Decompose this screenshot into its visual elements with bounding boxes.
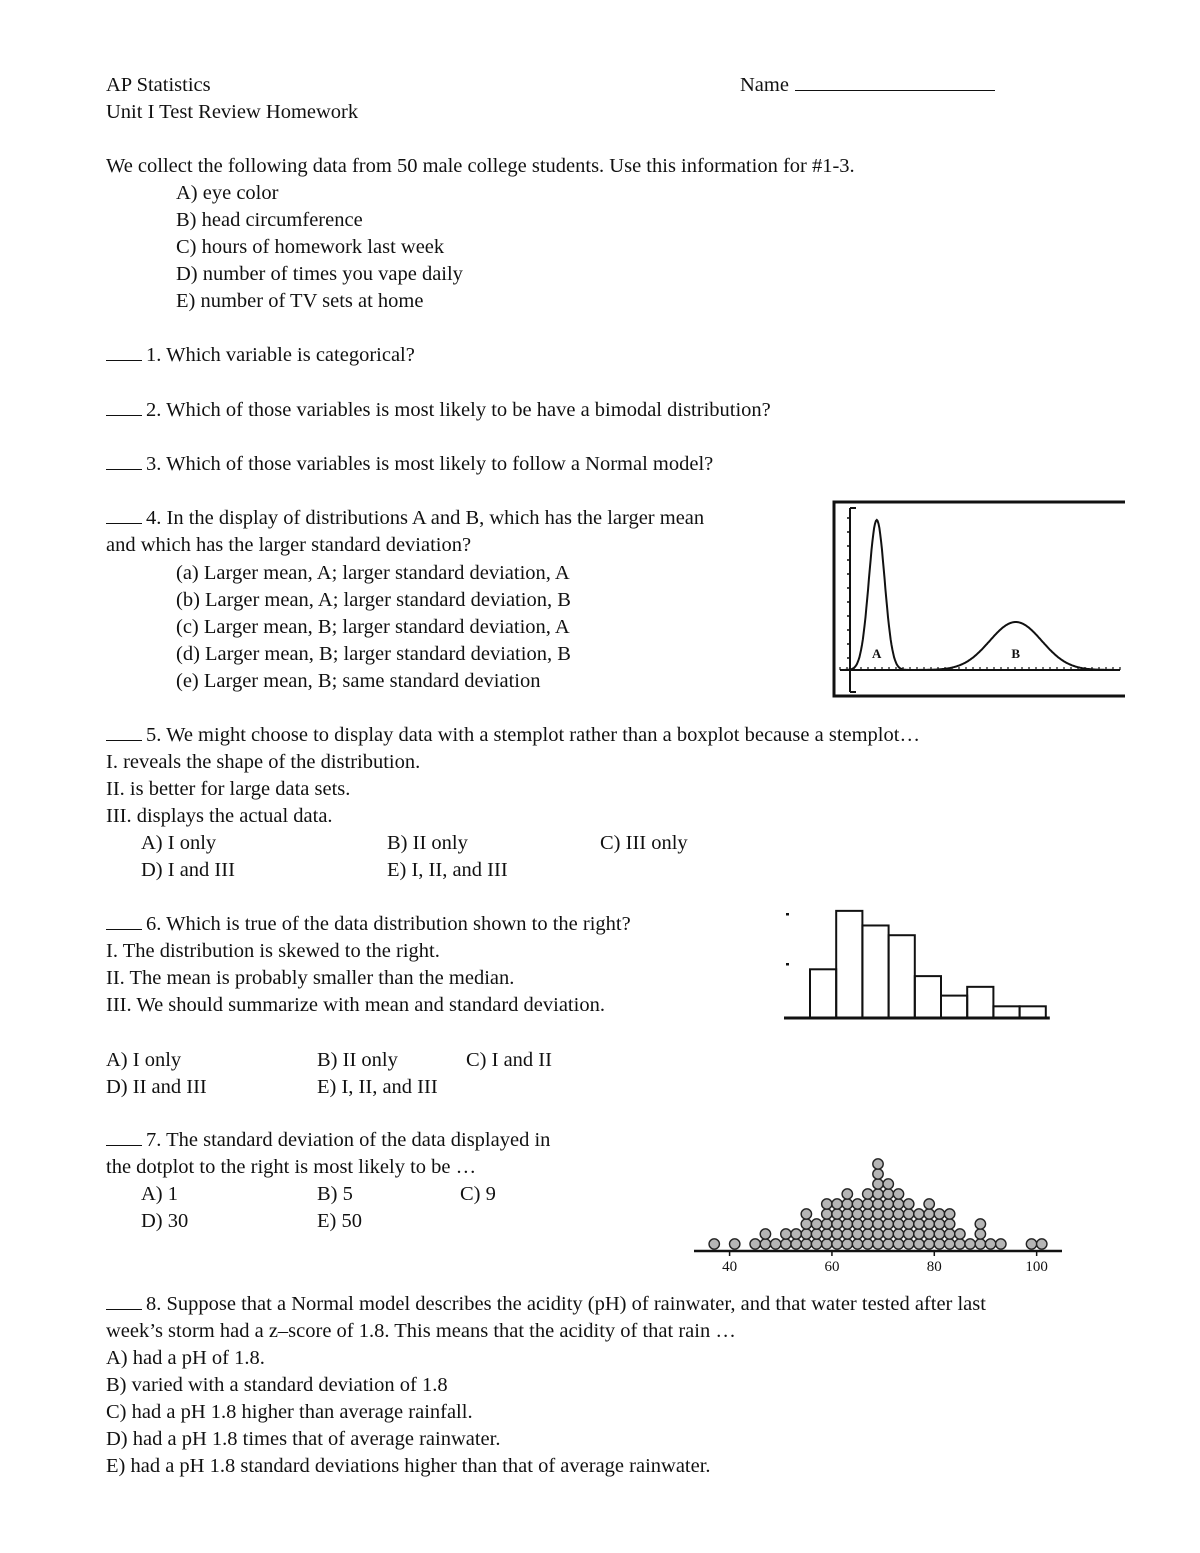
statement-item: II. The mean is probably smaller than the median. (106, 967, 515, 989)
variable-item: E) number of TV sets at home (176, 290, 424, 312)
statement-item: II. is better for large data sets. (106, 778, 351, 800)
data-dot (842, 1229, 852, 1239)
question-text: 1. Which variable is categorical? (146, 344, 415, 366)
distribution-curves-chart (830, 498, 1130, 700)
answer-blank[interactable] (106, 911, 142, 930)
curve-label-A: A (872, 646, 882, 661)
data-dot (781, 1239, 791, 1249)
data-dot (750, 1239, 760, 1249)
data-dot (852, 1219, 862, 1229)
data-dot (955, 1239, 965, 1249)
data-dot (873, 1239, 883, 1249)
answer-option: D) 30 (141, 1210, 189, 1232)
histogram-bar (889, 935, 915, 1018)
data-dot (883, 1219, 893, 1229)
answer-option: D) I and III (141, 859, 235, 881)
question-text: 4. In the display of distributions A and B, which has the larger mean (146, 507, 705, 529)
question-5 (106, 722, 920, 749)
question-text: 2. Which of those variables is most likely to be have a bimodal distribution? (146, 399, 771, 421)
name-blank[interactable] (795, 72, 995, 91)
x-tick-label: 80 (926, 1259, 942, 1275)
data-dot (873, 1229, 883, 1239)
answer-option: A) had a pH of 1.8. (106, 1347, 265, 1369)
answer-option: C) I and II (466, 1049, 552, 1071)
data-dot (832, 1229, 842, 1239)
data-dot (904, 1219, 914, 1229)
answer-blank[interactable] (106, 397, 142, 416)
data-dot (822, 1209, 832, 1219)
data-dot (811, 1239, 821, 1249)
data-dot (801, 1229, 811, 1239)
data-dot (893, 1239, 903, 1249)
data-dot (965, 1239, 975, 1249)
data-dot (924, 1219, 934, 1229)
histogram-bar (1020, 1006, 1046, 1018)
data-dot (781, 1229, 791, 1239)
data-dot (709, 1239, 719, 1249)
data-dot (863, 1239, 873, 1249)
data-dot (832, 1209, 842, 1219)
data-dot (975, 1239, 985, 1249)
data-dot (924, 1199, 934, 1209)
variable-item: D) number of times you vape daily (176, 263, 463, 285)
data-dot (944, 1209, 954, 1219)
question-text: 5. We might choose to display data with a stemplot rather than a boxplot because a stemplot… (146, 724, 920, 746)
histogram-bar (810, 969, 836, 1018)
answer-blank[interactable] (106, 722, 142, 741)
intro-text: We collect the following data from 50 male college students. Use this information for #1-3. (106, 155, 855, 177)
data-dot (822, 1199, 832, 1209)
data-dot (883, 1199, 893, 1209)
histogram-bar (915, 976, 941, 1018)
data-dot (944, 1219, 954, 1229)
answer-blank[interactable] (106, 342, 142, 361)
x-tick-label: 60 (824, 1259, 840, 1275)
statement-item: III. We should summarize with mean and standard deviation. (106, 994, 605, 1016)
answer-option: E) I, II, and III (387, 859, 508, 881)
data-dot (873, 1199, 883, 1209)
answer-option: A) I only (141, 832, 217, 854)
y-tick-mark (786, 963, 789, 966)
data-dot (873, 1159, 883, 1169)
answer-option: A) 1 (141, 1183, 179, 1205)
data-dot (883, 1239, 893, 1249)
data-dot (924, 1209, 934, 1219)
answer-option: (c) Larger mean, B; larger standard deviation, A (176, 616, 570, 638)
data-dot (811, 1229, 821, 1239)
question-7 (106, 1127, 550, 1154)
answer-option: (d) Larger mean, B; larger standard deviation, B (176, 643, 571, 665)
data-dot (893, 1229, 903, 1239)
curve-B (842, 622, 1120, 670)
data-dot (924, 1229, 934, 1239)
x-tick-label: 40 (722, 1259, 738, 1275)
data-dot (873, 1219, 883, 1229)
data-dot (852, 1209, 862, 1219)
variable-item: A) eye color (176, 182, 279, 204)
data-dot (852, 1239, 862, 1249)
data-dot (863, 1219, 873, 1229)
answer-option: D) had a pH 1.8 times that of average rainwater. (106, 1428, 501, 1450)
data-dot (760, 1229, 770, 1239)
statement-item: I. The distribution is skewed to the right. (106, 940, 440, 962)
data-dot (934, 1229, 944, 1239)
answer-option: C) 9 (460, 1183, 496, 1205)
data-dot (955, 1229, 965, 1239)
question-6 (106, 911, 631, 938)
data-dot (873, 1169, 883, 1179)
histogram-bar (993, 1006, 1019, 1018)
histogram-chart (780, 900, 1055, 1024)
question-text: 8. Suppose that a Normal model describes the acidity (pH) of rainwater, and that water tested after last (146, 1293, 986, 1315)
statement-item: I. reveals the shape of the distribution. (106, 751, 421, 773)
data-dot (904, 1199, 914, 1209)
answer-option: E) had a pH 1.8 standard deviations higher than that of average rainwater. (106, 1455, 711, 1477)
data-dot (801, 1239, 811, 1249)
data-dot (863, 1229, 873, 1239)
curve-label-B: B (1011, 646, 1021, 661)
y-tick-mark (786, 913, 789, 916)
answer-option: A) I only (106, 1049, 182, 1071)
data-dot (873, 1209, 883, 1219)
histogram-bar (967, 987, 993, 1018)
answer-option: C) had a pH 1.8 higher than average rainfall. (106, 1401, 473, 1423)
data-dot (904, 1229, 914, 1239)
data-dot (883, 1209, 893, 1219)
data-dot (893, 1219, 903, 1229)
dotplot-chart (690, 1105, 1070, 1277)
question-1 (106, 342, 415, 369)
data-dot (801, 1209, 811, 1219)
data-dot (1026, 1239, 1036, 1249)
data-dot (1037, 1239, 1047, 1249)
data-dot (842, 1199, 852, 1209)
data-dot (975, 1219, 985, 1229)
course-title: AP Statistics (106, 74, 211, 96)
question-8 (106, 1291, 986, 1318)
answer-option: (e) Larger mean, B; same standard deviation (176, 670, 541, 692)
answer-blank[interactable] (106, 1291, 142, 1310)
data-dot (832, 1219, 842, 1229)
data-dot (863, 1199, 873, 1209)
answer-option: B) II only (387, 832, 468, 854)
name-label: Name (740, 74, 789, 96)
data-dot (842, 1239, 852, 1249)
question-text-continued: the dotplot to the right is most likely to be … (106, 1156, 477, 1178)
answer-option: B) 5 (317, 1183, 353, 1205)
data-dot (822, 1219, 832, 1229)
data-dot (944, 1239, 954, 1249)
data-dot (914, 1229, 924, 1239)
data-dot (893, 1209, 903, 1219)
question-text: 7. The standard deviation of the data displayed in (146, 1129, 551, 1151)
answer-option: D) II and III (106, 1076, 207, 1098)
data-dot (883, 1189, 893, 1199)
answer-blank[interactable] (106, 1127, 142, 1146)
data-dot (944, 1229, 954, 1239)
data-dot (852, 1199, 862, 1209)
curve-A (842, 520, 1120, 670)
data-dot (791, 1229, 801, 1239)
unit-title: Unit I Test Review Homework (106, 101, 359, 123)
data-dot (873, 1179, 883, 1189)
data-dot (934, 1219, 944, 1229)
question-text: 3. Which of those variables is most likely to follow a Normal model? (146, 453, 714, 475)
data-dot (863, 1209, 873, 1219)
data-dot (893, 1189, 903, 1199)
answer-option: E) 50 (317, 1210, 362, 1232)
data-dot (770, 1239, 780, 1249)
data-dot (924, 1239, 934, 1249)
answer-blank[interactable] (106, 505, 142, 524)
question-4 (106, 505, 704, 532)
histogram-bar (836, 911, 862, 1018)
name-field[interactable] (740, 72, 995, 99)
histogram-bar (862, 925, 888, 1018)
data-dot (893, 1199, 903, 1209)
data-dot (883, 1229, 893, 1239)
question-2 (106, 397, 771, 424)
answer-blank[interactable] (106, 451, 142, 470)
answer-option: (b) Larger mean, A; larger standard deviation, B (176, 589, 571, 611)
x-tick-label: 100 (1025, 1259, 1048, 1275)
data-dot (842, 1219, 852, 1229)
answer-option: C) III only (600, 832, 688, 854)
variable-item: B) head circumference (176, 209, 363, 231)
histogram-bar (941, 996, 967, 1018)
data-dot (842, 1209, 852, 1219)
data-dot (883, 1179, 893, 1189)
data-dot (822, 1229, 832, 1239)
statement-item: III. displays the actual data. (106, 805, 333, 827)
data-dot (934, 1239, 944, 1249)
data-dot (975, 1229, 985, 1239)
data-dot (996, 1239, 1006, 1249)
answer-option: E) I, II, and III (317, 1076, 438, 1098)
data-dot (904, 1209, 914, 1219)
data-dot (760, 1239, 770, 1249)
data-dot (985, 1239, 995, 1249)
data-dot (811, 1219, 821, 1229)
answer-option: B) varied with a standard deviation of 1.8 (106, 1374, 448, 1396)
data-dot (863, 1189, 873, 1199)
variable-item: C) hours of homework last week (176, 236, 445, 258)
data-dot (914, 1219, 924, 1229)
question-3 (106, 451, 713, 478)
question-text-continued: and which has the larger standard deviation? (106, 534, 472, 556)
data-dot (914, 1209, 924, 1219)
data-dot (914, 1239, 924, 1249)
answer-option: B) II only (317, 1049, 398, 1071)
data-dot (852, 1229, 862, 1239)
data-dot (791, 1239, 801, 1249)
answer-option: (a) Larger mean, A; larger standard deviation, A (176, 562, 570, 584)
data-dot (873, 1189, 883, 1199)
question-text: 6. Which is true of the data distribution shown to the right? (146, 913, 631, 935)
data-dot (832, 1239, 842, 1249)
data-dot (730, 1239, 740, 1249)
question-text-continued: week’s storm had a z–score of 1.8. This means that the acidity of that rain … (106, 1320, 736, 1342)
data-dot (842, 1189, 852, 1199)
data-dot (832, 1199, 842, 1209)
chart-frame (834, 502, 1125, 696)
data-dot (822, 1239, 832, 1249)
data-dot (904, 1239, 914, 1249)
data-dot (801, 1219, 811, 1229)
data-dot (934, 1209, 944, 1219)
